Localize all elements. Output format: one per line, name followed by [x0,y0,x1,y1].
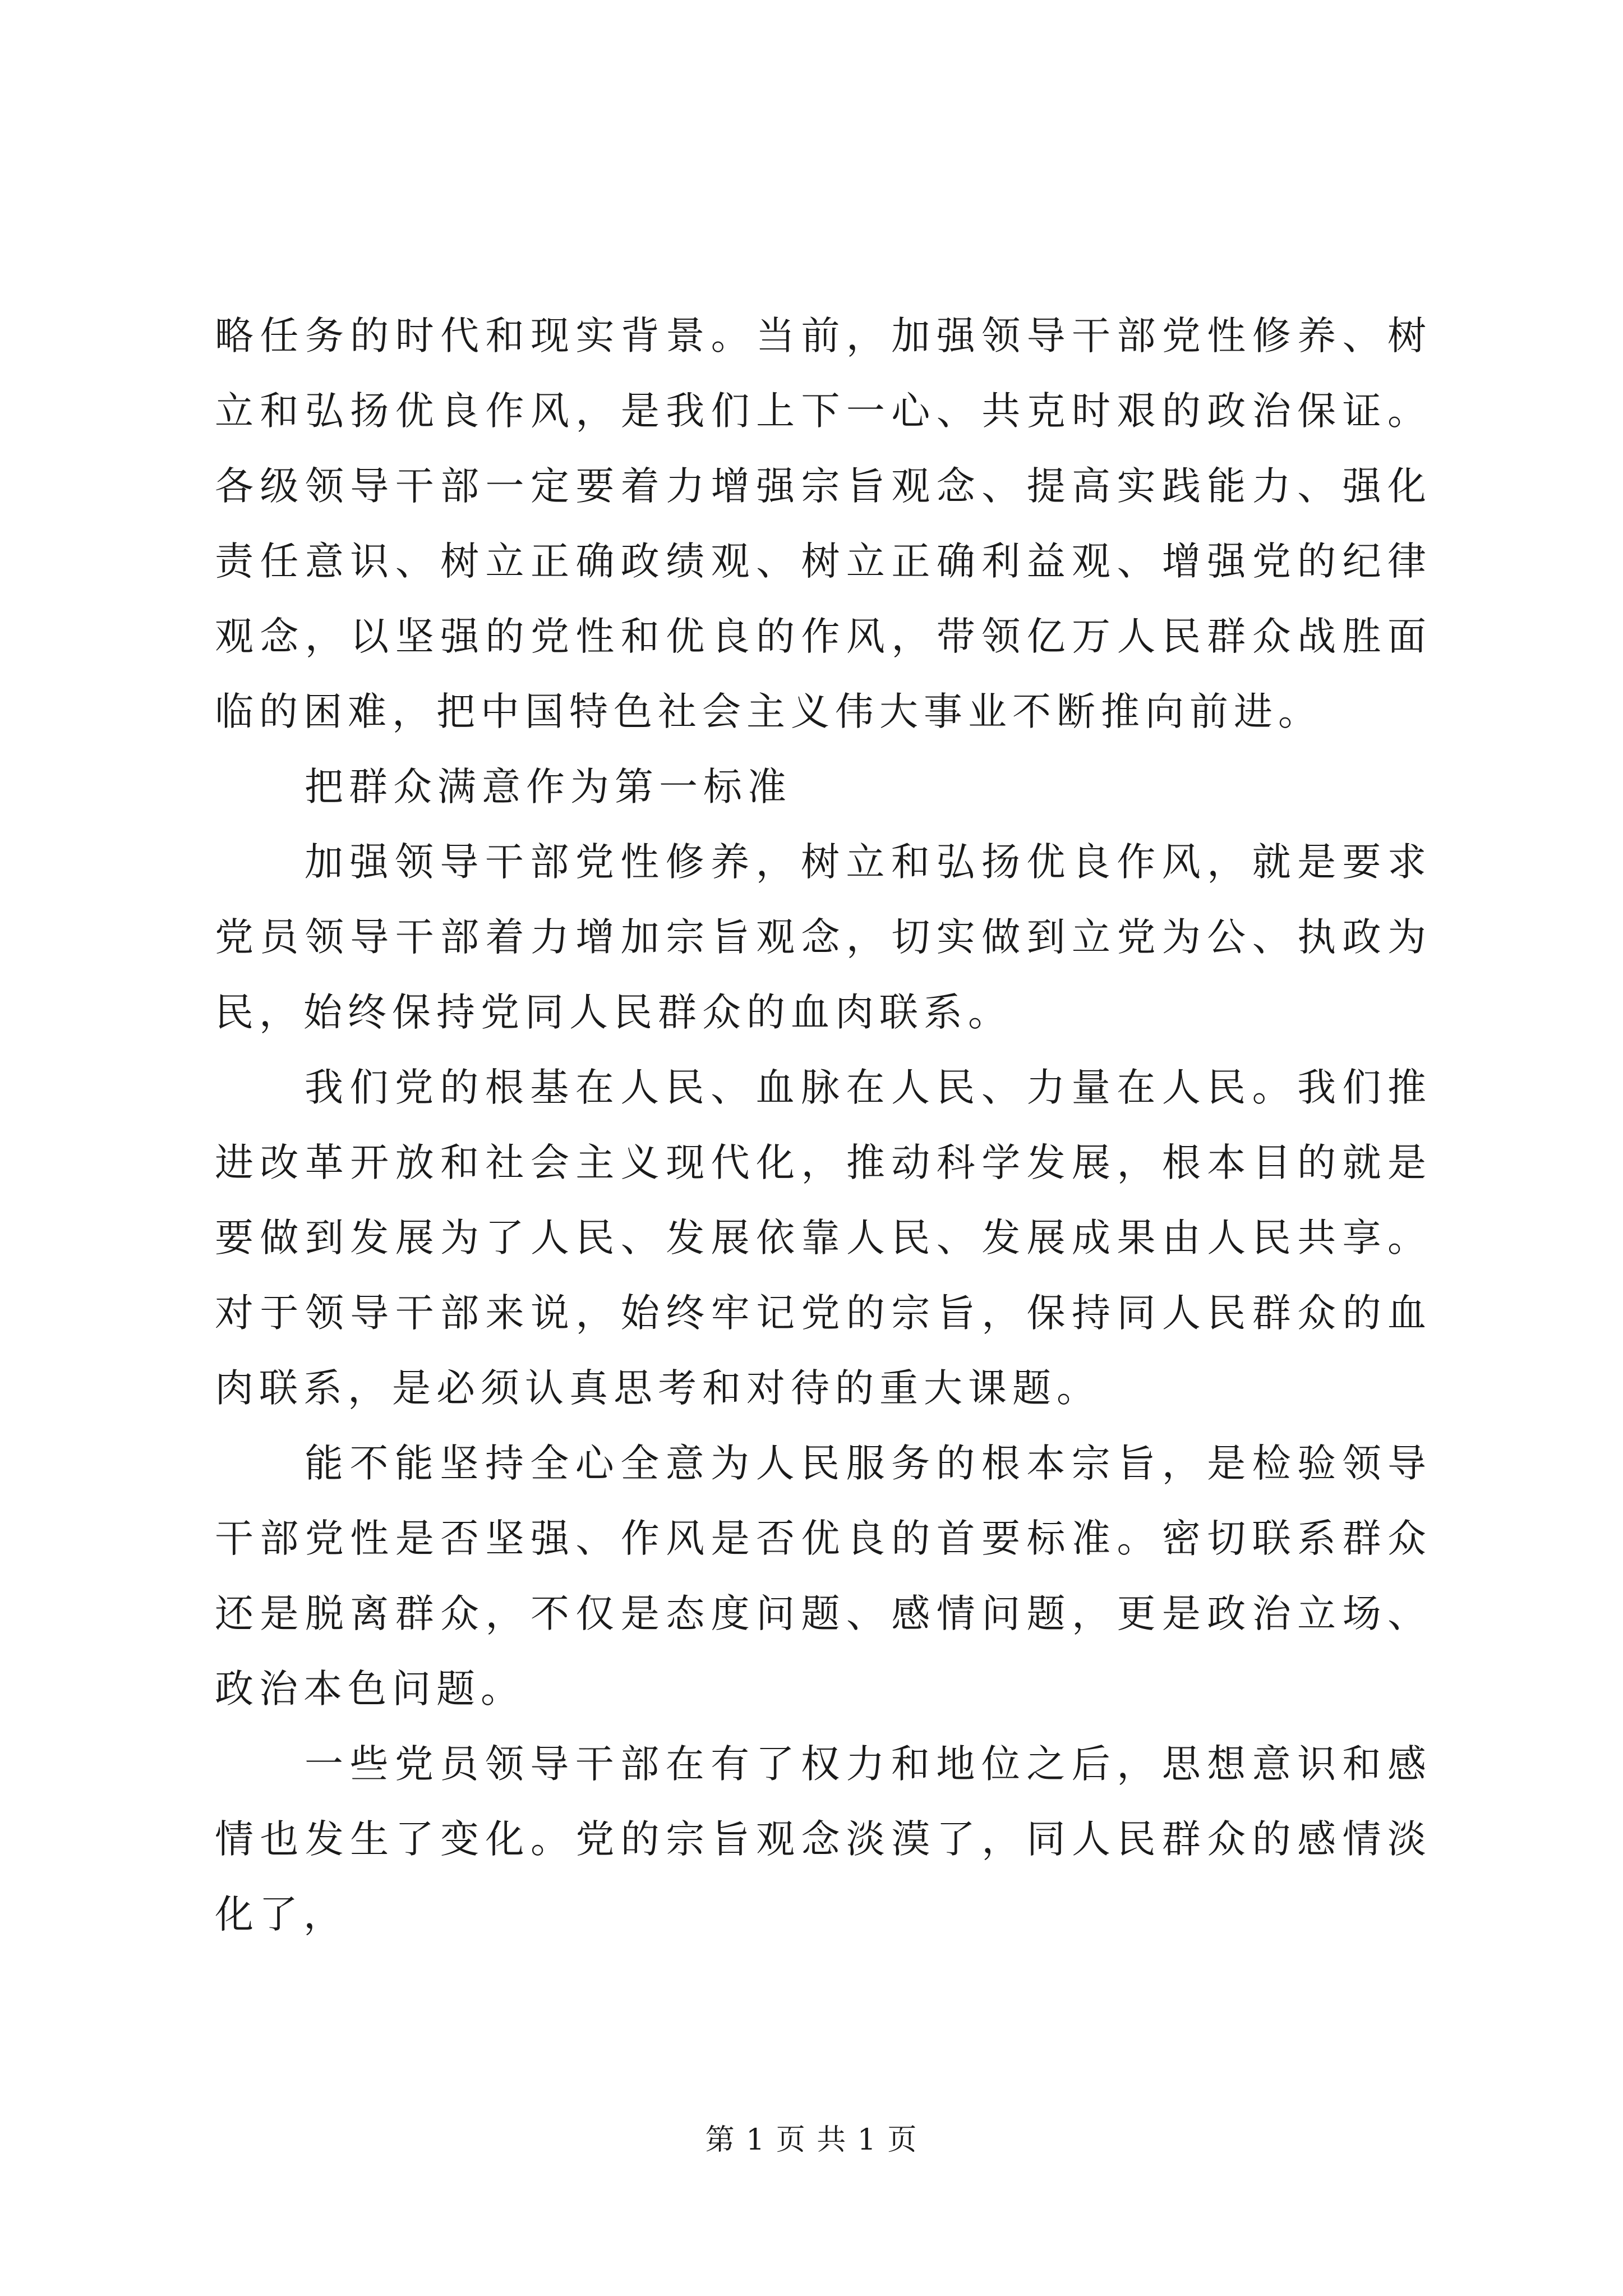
page-footer: 第 1 页 共 1 页 [705,2123,918,2157]
document-body [215,298,1432,1952]
paragraph-continuation: 略任务的时代和现实背景。当前，加强领导干部党性修养、树立和弘扬优良作风，是我们上下一心、共克时艰的政治保证。各级领导干部一定要着力增强宗旨观念、提高实践能力、强化责任意识、树立正确政绩观、树立正确利益观、增强党的纪律观念，以坚强的党性和优良的作风，带领亿万人民群众战胜面临的困难，把中国特色社会主义伟大事业不断推向前进。 [215,314,1432,734]
paragraph: 加强领导干部党性修养，树立和弘扬优良作风，就是要求党员领导干部着力增加宗旨观念，切实做到立党为公、执政为民，始终保持党同人民群众的血肉联系。 [215,840,1432,1035]
paragraph: 能不能坚持全心全意为人民服务的根本宗旨，是检验领导干部党性是否坚强、作风是否优良的首要标准。密切联系群众还是脱离群众，不仅是态度问题、感情问题，更是政治立场、政治本色问题。 [215,1441,1432,1711]
paragraph: 一些党员领导干部在有了权力和地位之后，思想意识和感情也发生了变化。党的宗旨观念淡漠了，同人民群众的感情淡化了， [215,1742,1432,1937]
section-heading: 把群众满意作为第一标准 [305,765,792,809]
paragraph: 我们党的根基在人民、血脉在人民、力量在人民。我们推进改革开放和社会主义现代化，推动科学发展，根本目的就是要做到发展为了人民、发展依靠人民、发展成果由人民共享。对于领导干部来说，始终牢记党的宗旨，保持同人民群众的血肉联系，是必须认真思考和对待的重大课题。 [215,1065,1432,1411]
